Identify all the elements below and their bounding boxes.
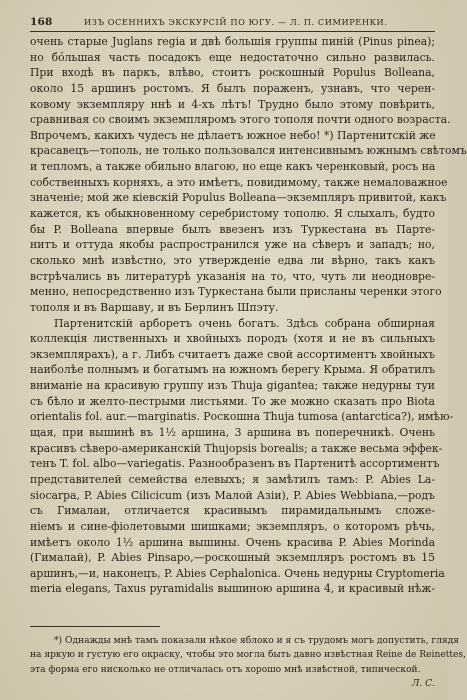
body-text	[30, 34, 467, 597]
text-line: кажется, къ обыкновенному серебристому тополю. Я слыхалъ, будто	[30, 207, 435, 221]
text-line: экземплярахъ), а г. Либъ считаетъ даже свой ассортиментъ хвойныхъ	[30, 347, 435, 361]
text-line: сравнивая со своимъ экземпляромъ этого тополя почти одного возраста.	[30, 113, 451, 127]
text-line: съ бѣло и желто-пестрыми листьями. То же можно сказать про Biota	[30, 394, 435, 408]
text-line: При входѣ въ паркъ, влѣво, стоитъ роскошный Populus Bolleana,	[30, 66, 435, 80]
footnote-line	[30, 663, 435, 690]
text-line: собственныхъ корняхъ, а это имѣетъ, повидимому, также немаловажное	[30, 175, 448, 189]
text-line: щая, при вышинѣ въ 1½ аршина, 3 аршина въ поперечникѣ. Очень	[30, 426, 435, 440]
text-line: красивъ сѣверо-американскій Thujopsis borealis; а также весьма эффек-	[30, 441, 443, 455]
footnote	[30, 634, 466, 692]
text-line: представителей семейства елевыхъ; я замѣтилъ тамъ: P. Abies La-	[30, 472, 435, 486]
text-line: meria elegans, Taxus pyramidalis вышиною аршина 4, и красивый нѣж-	[30, 582, 435, 596]
text-line: (Гималай), P. Abies Pinsapo,—роскошный экземпляръ ростомъ въ 15	[30, 551, 435, 565]
text-line: ковому экземпляру ннѣ и 4-хъ лѣтъ! Трудно было этому повѣрить,	[30, 97, 435, 111]
text-line: встрѣчались въ литературѣ указанія на то, что, чуть ли неодновре-	[30, 269, 435, 283]
text-line: orientalis fol. aur.—marginatis. Роскошна Thuja tumosa (antarctica?), имѣю-	[30, 410, 454, 424]
text-line: бы P. Bolleana впервые былъ ввезенъ изъ Туркестана въ Парте-	[30, 222, 435, 236]
text-line: но бóльшая часть посадокъ еще недостаточно сильно развилась.	[30, 50, 435, 64]
text-line: значеніе; мой же кіевскій Populus Bolleana—экземпляръ привитой, какъ	[30, 191, 447, 205]
text-line: менно, непосредственно изъ Туркестана были присланы черенки этого	[30, 285, 442, 299]
text-line: съ Гималаи, отличается красивымъ пирамидальнымъ сложе-	[30, 504, 435, 518]
text-line: тополя и въ Варшаву, и въ Берлинъ Шпэту.	[30, 300, 279, 314]
text-line: вниманіе на красивую группу изъ Thuja gigantea; также недурны туи	[30, 379, 435, 393]
text-line: ніемъ и сине-фіолетовыми шишками; экземпляръ, о которомъ рѣчь,	[30, 519, 435, 533]
text-line: около 15 аршинъ ростомъ. Я былъ пораженъ, узнавъ, что черен-	[30, 81, 435, 95]
text-line: коллекція лиственныхъ и хвойныхъ породъ (хотя и не въ сильныхъ	[30, 332, 435, 346]
text-line: siocarpa, P. Abies Cilicicum (изъ Малой Азіи), P. Abies Webbiana,—родъ	[30, 488, 435, 502]
text-line: Впрочемъ, какихъ чудесъ не дѣлаетъ южное небо! *) Партенитскій же	[30, 128, 436, 142]
footnote-rule	[30, 626, 160, 627]
text-line: наиболѣе полнымъ и богатымъ на южномъ берегу Крыма. Я обратилъ	[30, 363, 435, 377]
text-line: нитъ и оттуда якобы распространился уже на сѣверъ и западъ; но,	[30, 238, 435, 252]
text-line: и тепломъ, а также обильно влагою, но еще какъ черенковый, росъ на	[30, 160, 436, 174]
page-header	[30, 15, 435, 29]
running-title: ИЗЪ ОСЕННИХЪ ЭКСКУРСІЙ ПО ЮГУ. — Л. П. СИМИРЕНКИ.	[84, 17, 388, 27]
page-number: 168	[30, 16, 53, 28]
header-rule	[30, 31, 435, 32]
text-line: имѣетъ около 1½ аршина вышины. Очень красива P. Abies Morinda	[30, 535, 435, 549]
text-line: очень старые Juglans regia и двѣ большія группы пиній (Pinus pinea);	[30, 35, 435, 48]
text-line: красавецъ—тополь, не только пользовался интенсивнымъ южнымъ свѣтомъ	[30, 144, 467, 158]
text-line: сколько мнѣ извѣстно, это утвержденіе едва ли вѣрно, такъ какъ	[30, 253, 435, 267]
text-line: Партенитскій арборетъ очень богатъ. Здѣсь собрана обширная	[54, 316, 435, 330]
text-line: тенъ T. fol. albo—variegatis. Разнообразенъ въ Партенитѣ ассортиментъ	[30, 457, 440, 471]
footnote-text: эта форма его нисколько не отличалась отъ хорошо мнѣ извѣстной, типической.	[30, 664, 421, 675]
footnote-line: на яркую и густую его окраску, чтобы это могла быть давно извѣстная Reine de Reinettes,	[30, 650, 466, 661]
footnote-signature: Л. С.	[411, 679, 435, 690]
footnote-line: *) Однажды мнѣ тамъ показали нѣкое яблоко и я съ трудомъ могъ допустить, глядя	[54, 636, 459, 646]
text-line: аршинъ,—и, наконецъ, P. Abies Cephalonica. Очень недурны Cryptomeria	[30, 566, 445, 580]
